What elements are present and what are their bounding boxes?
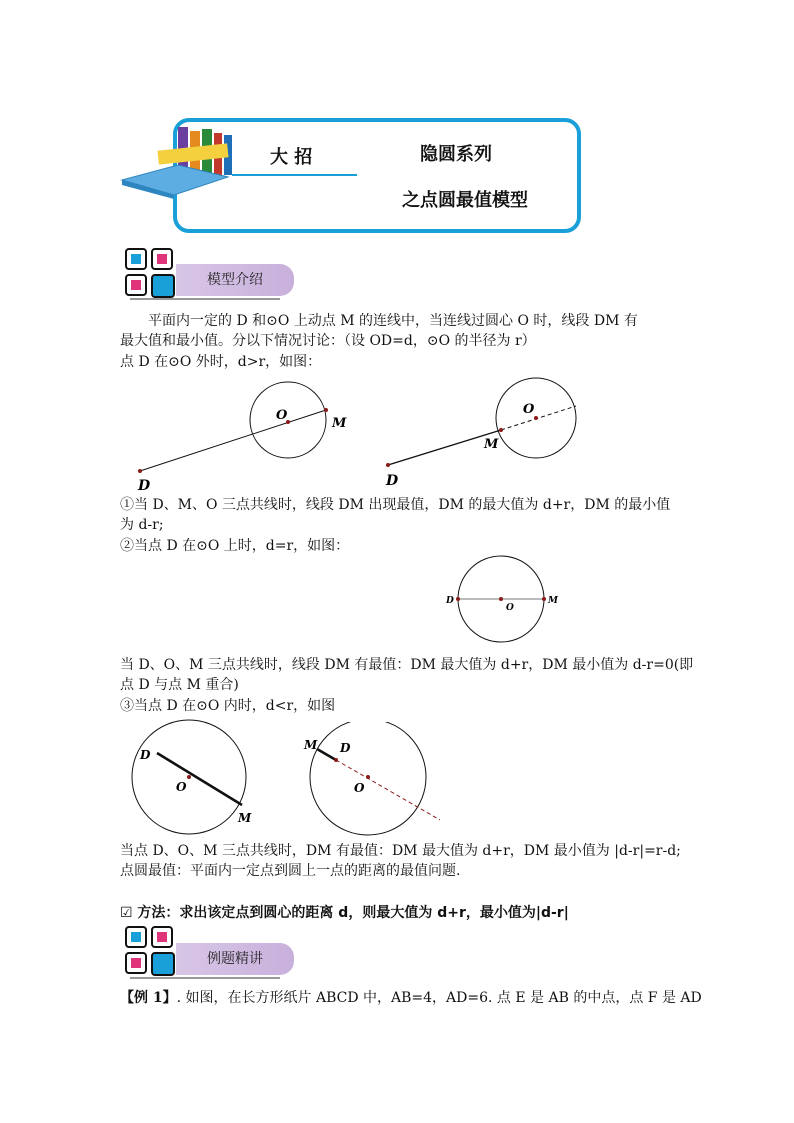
- figure-outside-1: [130, 375, 370, 495]
- case3-line1: 当点 D、O、M 三点共线时，DM 有最值：DM 最大值为 d+r，DM 最小值为 |d-r|=r-d;: [120, 843, 681, 859]
- banner-left-title: 大 招: [270, 147, 313, 168]
- label-d: D: [138, 478, 151, 494]
- label-d: D: [386, 473, 399, 489]
- label-o: O: [354, 781, 365, 795]
- section-label-examples: 例题精讲: [176, 943, 294, 975]
- section-icon: [124, 247, 180, 301]
- method-line: ☑ 方法：求出该定点到圆心的距离 d，则最大值为 d+r，最小值为|d-r|: [120, 905, 569, 921]
- figure-inside-2: [300, 722, 450, 842]
- figure-outside-2: [380, 375, 600, 495]
- case1-line3: ②当点 D 在⊙O 上时，d=r，如图：: [120, 538, 350, 554]
- banner-underline: [232, 174, 357, 176]
- d-dot: [334, 758, 338, 762]
- intro-line1: 平面内一定的 D 和⊙O 上动点 M 的连线中，当连线过圆心 O 时，线段 DM 有: [148, 313, 638, 329]
- example-1: [120, 988, 702, 1008]
- d-dot: [138, 469, 142, 473]
- divider: [130, 298, 280, 300]
- case1-line2: 为 d-r;: [120, 517, 164, 533]
- banner-right-title-2: 之点圆最值模型: [402, 190, 528, 211]
- divider: [130, 977, 280, 979]
- d-dot: [386, 463, 390, 467]
- m-dot: [542, 597, 546, 601]
- label-d: D: [140, 748, 151, 762]
- label-o: O: [176, 780, 187, 794]
- center-dot: [187, 775, 191, 779]
- label-m: M: [238, 811, 252, 825]
- intro-line3: 点 D 在⊙O 外时，d>r，如图：: [120, 354, 322, 370]
- center-dot: [534, 416, 538, 420]
- label-o: O: [276, 408, 288, 423]
- example-text: . 如图，在长方形纸片 ABCD 中，AB=4，AD=6. 点 E 是 AB 的中点，点 F 是 AD: [176, 990, 702, 1006]
- center-dot: [499, 597, 503, 601]
- figure-on-circle: [440, 552, 570, 647]
- figure-inside-1: [126, 718, 266, 843]
- label-m: M: [484, 437, 499, 452]
- section-icon: [124, 925, 180, 979]
- example-tag: 【例 1】: [120, 990, 177, 1006]
- m-dot: [324, 408, 328, 412]
- case2-line1: 当 D、O、M 三点共线时，线段 DM 有最值：DM 最大值为 d+r，DM 最小值为 d-r=0(即: [120, 657, 694, 673]
- label-m: M: [304, 738, 318, 752]
- intro-line2: 最大值和最小值。分以下情况讨论：（设 OD=d，⊙O 的半径为 r）: [120, 333, 536, 349]
- label-o: O: [523, 402, 535, 417]
- label-m: M: [548, 596, 558, 606]
- case3-line2: 点圆最值：平面内一定点到圆上一点的距离的最值问题.: [120, 863, 461, 879]
- label-o: O: [506, 603, 514, 613]
- banner-right-title-1: 隐圆系列: [420, 144, 492, 165]
- section-label-model: 模型介绍: [176, 264, 294, 296]
- label-m: M: [332, 416, 347, 431]
- books-icon: [118, 125, 248, 200]
- label-d: D: [446, 596, 454, 606]
- label-d: D: [340, 741, 351, 755]
- case2-line2: 点 D 与点 M 重合): [120, 677, 239, 693]
- case2-line3: ③当点 D 在⊙O 内时，d<r，如图: [120, 698, 336, 714]
- case1-line1: ①当 D、M、O 三点共线时，线段 DM 出现最值，DM 的最大值为 d+r，DM 的最小值: [120, 497, 671, 513]
- center-dot: [366, 775, 370, 779]
- d-dot: [456, 597, 460, 601]
- m-dot: [499, 428, 503, 432]
